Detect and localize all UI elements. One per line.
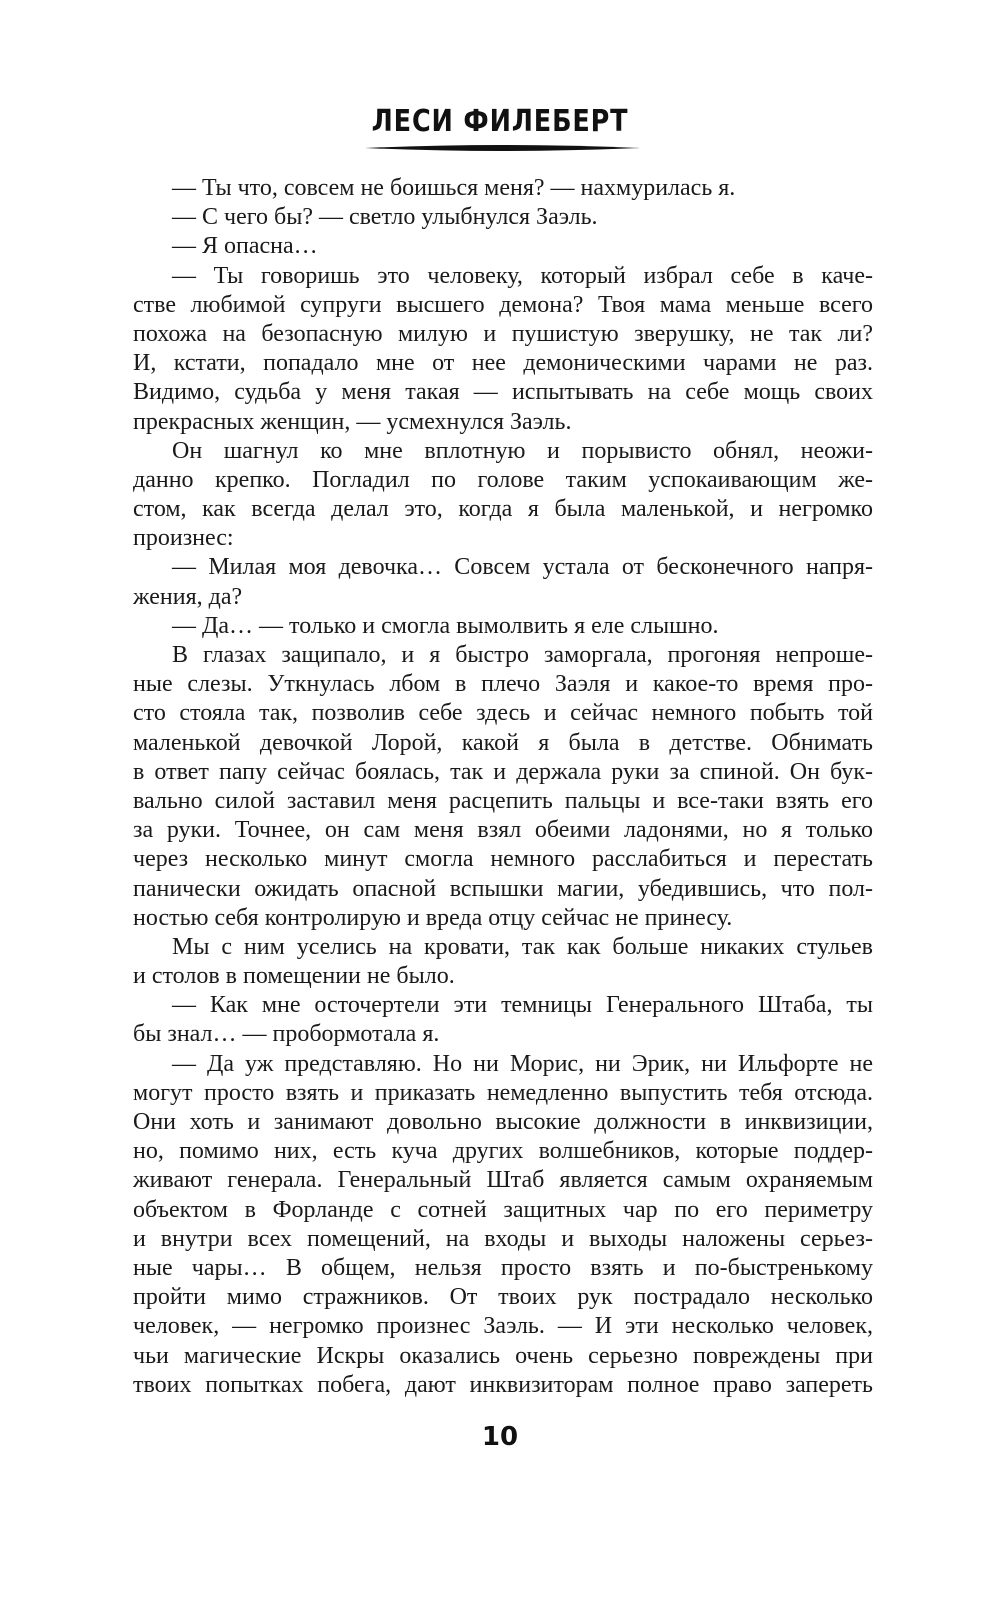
text-line: человек, — негромко произнес Заэль. — И эти несколько человек, [133,1313,873,1340]
author-name: ЛЕСИ ФИЛЕБЕРТ [371,104,629,139]
text-line: и столов в помещении не было. [133,963,455,990]
text-line: Мы с ним уселись на кровати, так как больше никаких стульев [172,933,873,960]
text-line: за руки. Точнее, он сам меня взял обеими ладонями, но я только [133,817,873,844]
text-line: — Ты что, совсем не боишься меня? — нахмурилась я. [172,175,736,201]
text-line: но, помимо них, есть куча других волшебников, которые поддер- [133,1138,873,1165]
text-line: данно крепко. Погладил по голове таким успокаивающим же- [133,466,873,493]
text-line: могут просто взять и приказать немедленно выпустить тебя отсюда. [133,1079,873,1106]
text-line: — Да уж представляю. Но ни Морис, ни Эрик, ни Ильфорте не [172,1050,873,1077]
text-line: ные слезы. Уткнулась лбом в плечо Заэля и какое-то время про- [133,671,873,698]
text-line: ные чары… В общем, нельзя просто взять и по-быстренькому [133,1254,873,1281]
text-line: стом, как всегда делал это, когда я была маленькой, и негромко [133,496,873,523]
text-line: — Милая моя девочка… Совсем устала от бесконечного напря- [172,554,873,581]
text-line: И, кстати, попадало мне от нее демоническими чарами не раз. [133,350,873,377]
text-line: через несколько минут смогла немного расслабиться и перестать [133,846,873,873]
text-line: — Как мне осточертели эти темницы Генерального Штаба, ты [172,992,873,1019]
text-line: стве любимой супруги высшего демона? Твоя мама меньше всего [133,291,873,318]
text-line: Видимо, судьба у меня такая — испытывать на себе мощь своих [133,379,873,406]
page-body-text [133,174,873,1400]
running-header [0,104,1000,139]
text-line: Они хоть и занимают довольно высокие должности в инквизиции, [133,1109,873,1135]
text-line: и внутри всех помещений, на входы и выходы наложены серьез- [133,1225,873,1252]
text-line: панически ожидать опасной вспышки магии, убедившись, что пол- [133,875,873,902]
text-line: — Я опасна… [172,233,318,260]
page-number: 10 [481,1422,519,1452]
text-line: живают генерала. Генеральный Штаб является самым охраняемым [133,1167,873,1194]
text-line: Он шагнул ко мне вплотную и порывисто обнял, неожи- [172,437,873,464]
text-line: сто стояла так, позволив себе здесь и сейчас немного побыть той [133,700,873,727]
text-line: — Ты говоришь это человеку, который избрал себе в каче- [172,262,873,289]
text-line: пройти мимо стражников. От твоих рук пострадало несколько [133,1284,873,1311]
header-ornament-rule [365,144,640,152]
text-line: произнес: [133,525,234,552]
text-line: — Да… — только и смогла вымолвить я еле слышно. [172,612,719,639]
text-line: объектом в Форланде с сотней защитных чар по его периметру [133,1196,873,1223]
text-line: В глазах защипало, и я быстро заморгала, прогоняя непроше- [172,642,873,668]
text-line: маленькой девочкой Лорой, какой я была в детстве. Обнимать [133,729,873,756]
text-line: вально силой заставил меня расцепить пальцы и все-таки взять его [133,787,873,814]
text-line: прекрасных женщин, — усмехнулся Заэль. [133,408,572,435]
text-line: жения, да? [133,583,243,610]
text-line: в ответ папу сейчас боялась, так и держала руки за спиной. Он бук- [133,758,873,785]
text-line: — С чего бы? — светло улыбнулся Заэль. [172,204,598,231]
text-line: похожа на безопасную милую и пушистую зверушку, не так ли? [133,320,873,347]
text-line: твоих попытках побега, дают инквизиторам полное право запереть [133,1371,873,1398]
text-line: ностью себя контролирую и вреда отцу сейчас не принесу. [133,904,733,931]
text-line: чьи магические Искры оказались очень серьезно повреждены при [133,1342,873,1369]
text-line: бы знал… — пробормотала я. [133,1021,440,1048]
